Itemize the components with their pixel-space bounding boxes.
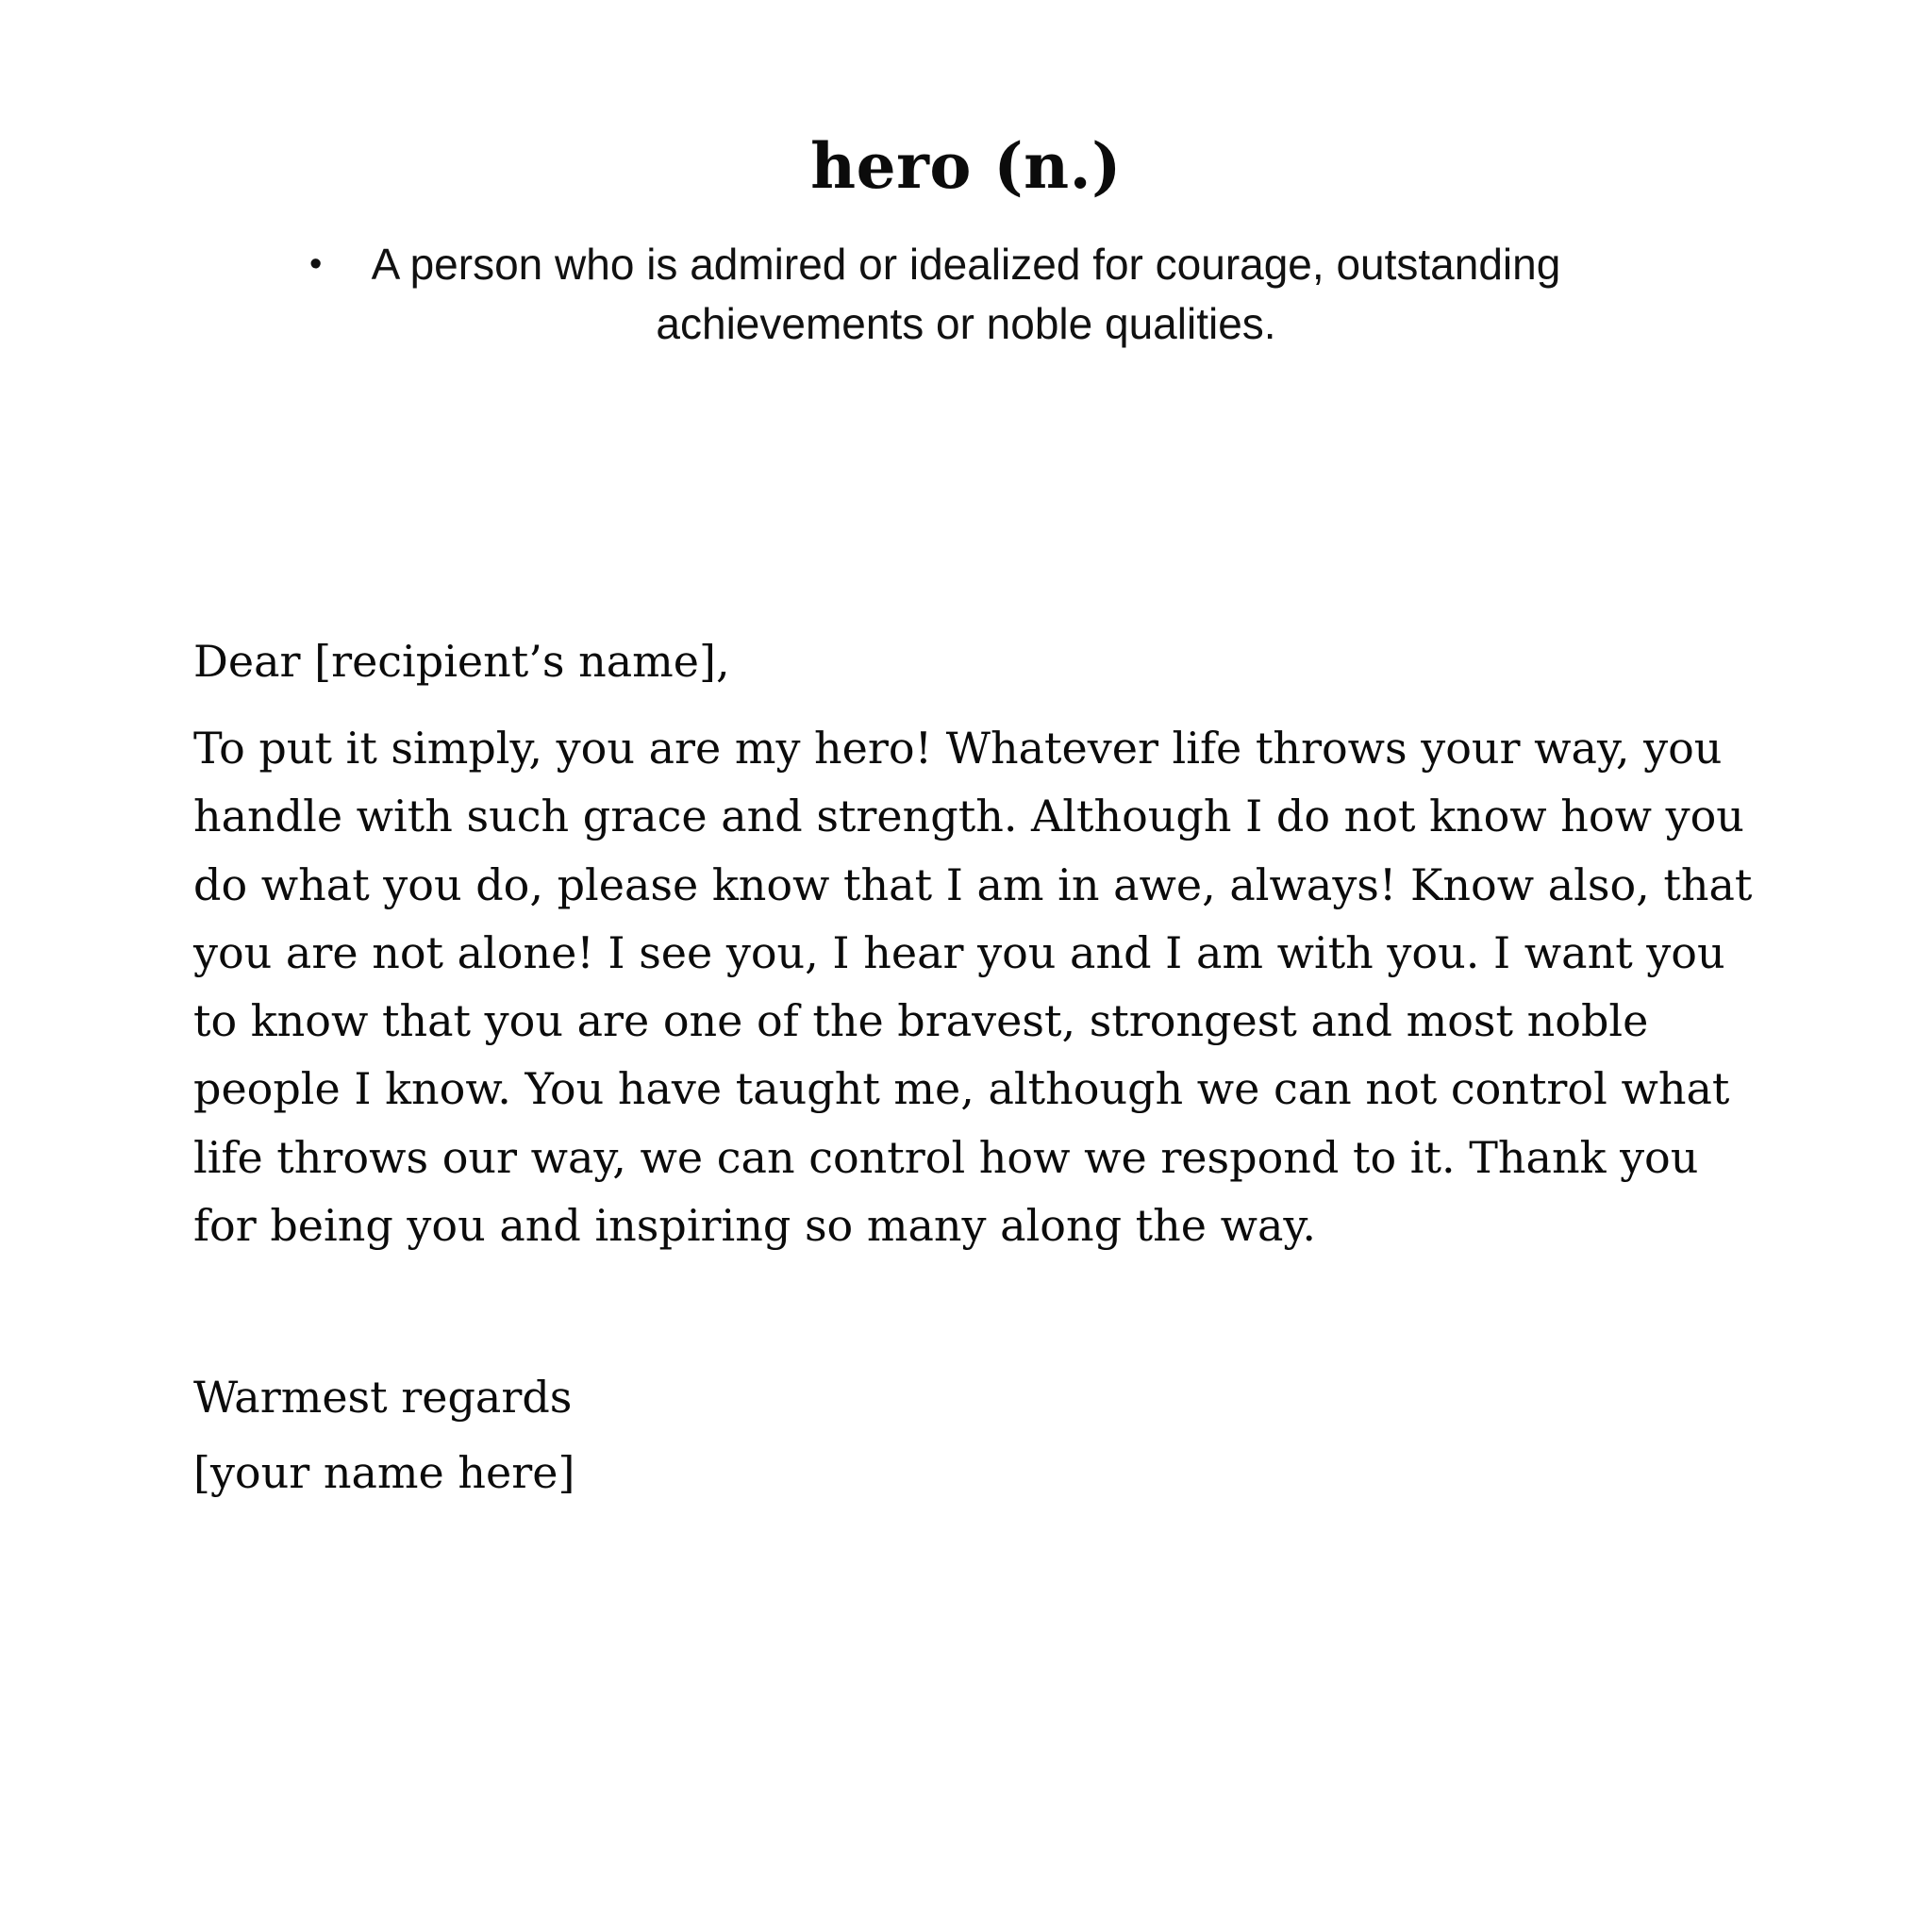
definition-list (296, 235, 1636, 355)
bullet-icon: • (309, 243, 323, 284)
page-title: hero (n.) (810, 129, 1122, 203)
letter-spacer (193, 1259, 1759, 1363)
letter-signature: [your name here] (193, 1447, 575, 1499)
list-item (296, 235, 1636, 355)
letter-signoff: Warmest regards (193, 1371, 573, 1423)
letter-body (193, 627, 1759, 1507)
letter-paragraph: To put it simply, you are my hero! Whatever life throws your way, you handle with such grace and strength. Although I do not know how you do what you do, please know that I am in awe, always! Know also, that you are not alone! I see you, I hear you and I am with you. I want you to know that you are one of the bravest, strongest and most noble people I know. You have taught me, although we can not control what life throws our way, we can control how we respond to it. Thank you for being you and inspiring so many along the way. (193, 723, 1753, 1251)
letter-salutation: Dear [recipient’s name], (193, 636, 730, 687)
definition-text: A person who is admired or idealized for courage, outstanding achievements or noble qualities. (371, 239, 1561, 349)
definition-block (0, 0, 1932, 355)
